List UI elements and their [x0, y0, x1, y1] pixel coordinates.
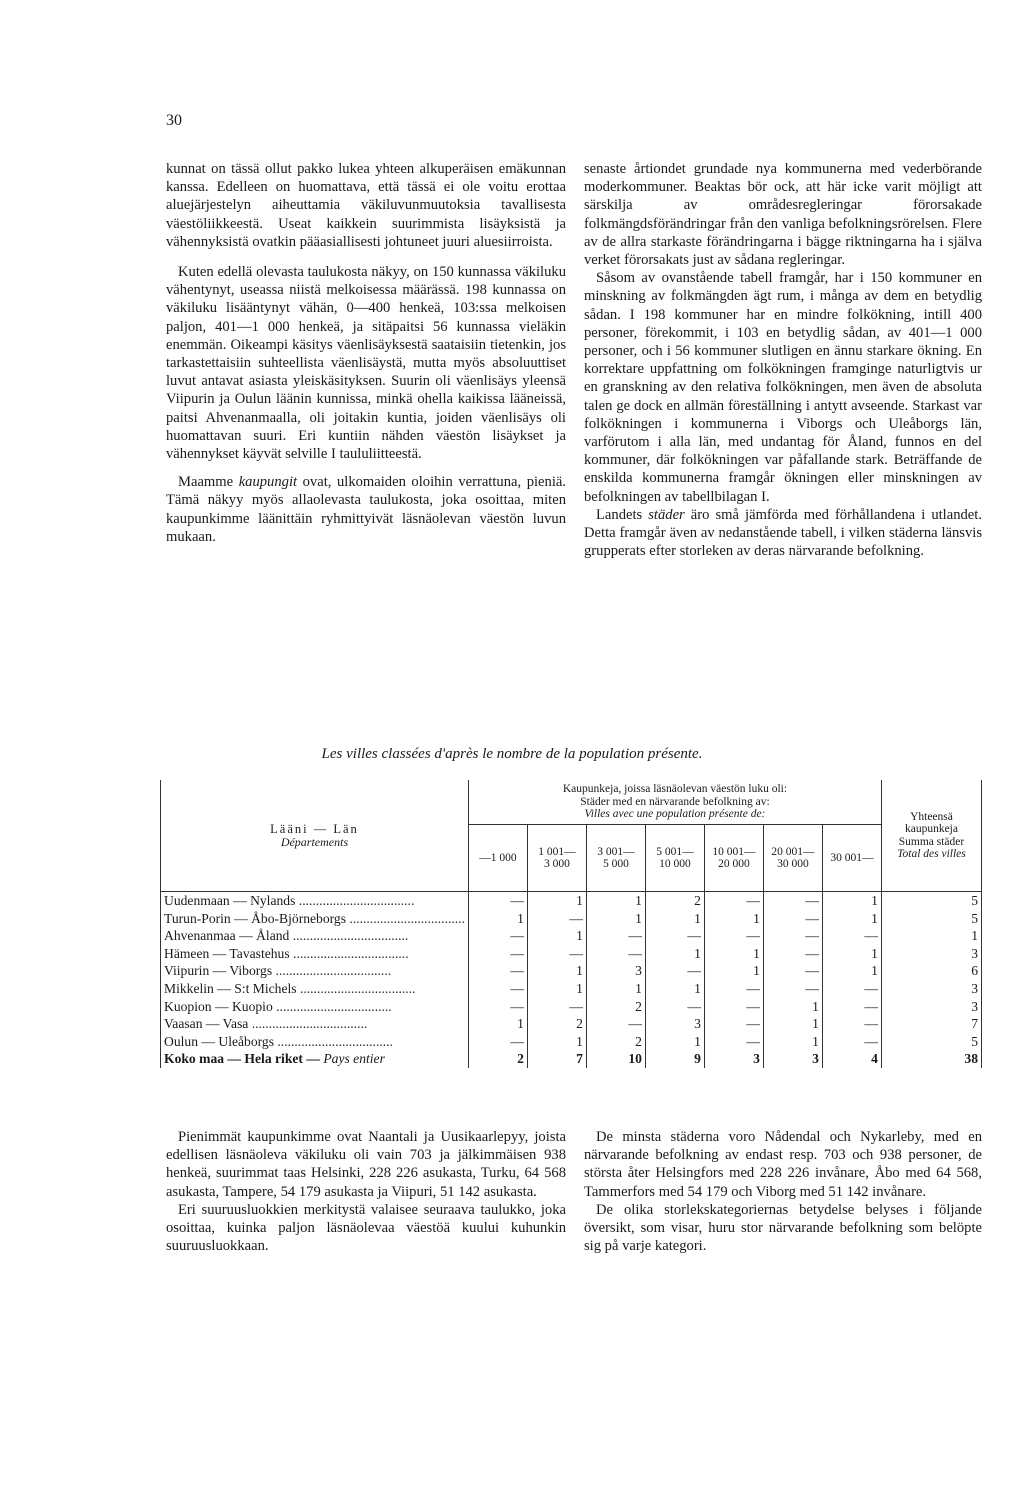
table-cell: 5	[881, 910, 981, 928]
table-cell: 9	[645, 1050, 704, 1068]
table-cell: 1	[645, 980, 704, 998]
table-cell: —	[468, 962, 527, 980]
column-header: 3 001— 5 000	[586, 825, 645, 892]
table-cell: 1	[586, 892, 645, 910]
table-cell: 1	[527, 927, 586, 945]
total-row	[161, 1050, 982, 1068]
table-row	[161, 910, 982, 928]
table-cell: —	[822, 998, 881, 1016]
table-cell: —	[704, 980, 763, 998]
table-cell: —	[527, 945, 586, 963]
table-cell: 1	[527, 1033, 586, 1051]
column-header: 10 001— 20 000	[704, 825, 763, 892]
table-cell: 2	[586, 998, 645, 1016]
table-cell: —	[586, 1015, 645, 1033]
paragraph: Kuten edellä olevasta taulukosta näkyy, on 150 kunnassa väkiluku vähentynyt, useassa niistä melkoisessa määrässä. 198 kunnassa on väkiluku lisääntynyt vähän, 0—400 henkeä, 103:ssa melkoisen paljon, 401—1 000 henkeä, ja sitäpaitsi 56 kunnassa vieläkin enemmän. Oikeampi käsitys väenlisäyksestä saataisiin tietenkin, jos tarkastettaisiin suhteellista väenlisäystä, mutta myös absoluuttiset luvut antavat asiasta yleiskäsityksen. Suurin oli väenlisäys yleensä Viipurin ja Oulun läänin kunnissa, minkä ohella kaikissa lääneissä, paitsi Ahvenanmaalla, oli joitakin kuntia, joiden väenlisäys oli huomattavan suuri. Eri kuntiin nähden väestön lisäykset ja vähennykset käyvät selville I taululiitteestä.	[166, 264, 566, 463]
table-cell: 10	[586, 1050, 645, 1068]
table-cell: 3	[881, 945, 981, 963]
table-cell: —	[468, 980, 527, 998]
row-name: Vaasan — Vasa ..................................	[161, 1015, 469, 1033]
table-cell: 5	[881, 892, 981, 910]
table-cell: —	[527, 998, 586, 1016]
table-row	[161, 927, 982, 945]
table-row	[161, 998, 982, 1016]
table-cell: 3	[881, 980, 981, 998]
table-cell: 1	[527, 892, 586, 910]
table-cell: 2	[645, 892, 704, 910]
row-name: Turun-Porin — Åbo-Björneborgs ..................................	[161, 910, 469, 928]
row-name: Koko maa — Hela riket — Pays entier	[161, 1050, 469, 1068]
table-cell: —	[763, 980, 822, 998]
table-cell: —	[822, 980, 881, 998]
row-name: Mikkelin — S:t Michels ..................................	[161, 980, 469, 998]
table-row	[161, 1033, 982, 1051]
table-cell: 7	[881, 1015, 981, 1033]
table-cell: —	[468, 1033, 527, 1051]
table-cell: —	[704, 1033, 763, 1051]
table-cell: 5	[881, 1033, 981, 1051]
column-header: —1 000	[468, 825, 527, 892]
table-cell: 1	[704, 910, 763, 928]
table-cell: 1	[763, 1033, 822, 1051]
table-cell: 1	[468, 910, 527, 928]
paragraph: Såsom av ovanstående tabell framgår, har i 150 kommuner en minskning av folkmängden ägt rum, i många av dem en betydlig sådan. I 198 kommuner har en mindre folkökning, intill 400 personer, förekommit, i 103 en betydlig sådan, av 401—1 000 personer, och i 56 kommuner slutligen en ännu starkare ökning. En korrektare uppfattning om folkökningen framginge naturligtvis ur en granskning av den relativa folkökningen, men även de absoluta talen ge dock en allmän föreställning i antytt avseende. Starkast var folkökningen i kommunerna i Viborgs och Uleåborgs län, varförutom i alla län, med undantag för Åland, funnos en del kommuner, där folkökningen var påfallande stark. Beträffande de enskilda kommunerna framgår ökningen eller minskningen av befolkningen av tabellbilagan I.	[584, 270, 982, 505]
table-cell: —	[763, 927, 822, 945]
table-cell: —	[763, 910, 822, 928]
table-cell: 3	[881, 998, 981, 1016]
table-cell: 7	[527, 1050, 586, 1068]
row-name: Hämeen — Tavastehus ..................................	[161, 945, 469, 963]
table-cell: 1	[704, 945, 763, 963]
column-header: 5 001— 10 000	[645, 825, 704, 892]
table-cell: —	[704, 927, 763, 945]
column-header: 20 001— 30 000	[763, 825, 822, 892]
table-cell: 1	[822, 945, 881, 963]
cities-table	[160, 780, 982, 1068]
table-cell: 1	[704, 962, 763, 980]
table-cell: 1	[645, 1033, 704, 1051]
table-row	[161, 962, 982, 980]
table-cell: 1	[527, 980, 586, 998]
table-row	[161, 945, 982, 963]
table-cell: —	[468, 945, 527, 963]
page-number: 30	[166, 112, 182, 129]
table-cell: 1	[645, 910, 704, 928]
table-cell: 4	[822, 1050, 881, 1068]
table-cell: 6	[881, 962, 981, 980]
table-cell: —	[586, 945, 645, 963]
table-cell: 3	[645, 1015, 704, 1033]
table-cell: 1	[822, 892, 881, 910]
paragraph: Pienimmät kaupunkimme ovat Naantali ja Uusikaarlepyy, joista edellisen läsnäoleva väkiluku oli vain 703 ja jälkimmäisen 938 henkeä, suurimmat taas Helsinki, 228 226 asukasta, Turku, 64 568 asukasta, Tampere, 54 179 asukasta ja Viipuri, 51 142 asukasta.	[166, 1129, 566, 1200]
row-name: Uudenmaan — Nylands ..................................	[161, 892, 469, 910]
table-cell: 3	[704, 1050, 763, 1068]
paragraph: De olika storlekskategoriernas betydelse belyses i följande översikt, som visar, huru stor närvarande befolkning som belöpte sig på varje kategori.	[584, 1201, 982, 1255]
paragraph: kunnat on tässä ollut pakko lukea yhteen alkuperäisen emäkunnan kanssa. Edelleen on huomattava, että tässä ei ole voitu erottaa aluejärjestelyn aiheuttamia väkiluvunmuutoksia tavallisesta väestöliikkeestä. Useat kaikkein suurimmista lisäyksistä ja vähennyksistä ovatkin pääasiallisesti johtuneet juuri aluesiirroista.	[166, 161, 566, 250]
table-cell: 2	[527, 1015, 586, 1033]
table-cell: —	[645, 927, 704, 945]
table-cell: 1	[822, 910, 881, 928]
table-cell: 1	[645, 945, 704, 963]
row-name: Kuopion — Kuopio ..................................	[161, 998, 469, 1016]
table-cell: 2	[586, 1033, 645, 1051]
column-header: 1 001— 3 000	[527, 825, 586, 892]
table-cell: 3	[586, 962, 645, 980]
table-cell: —	[468, 892, 527, 910]
table-cell: 2	[468, 1050, 527, 1068]
table-cell: —	[763, 962, 822, 980]
table-cell: 1	[586, 980, 645, 998]
table-cell: 1	[527, 962, 586, 980]
paragraph: Maamme kaupungit ovat, ulkomaiden oloihin verrattuna, pieniä. Tämä näkyy myös allaolevasta taulukosta, joka osoittaa, miten kaupunkimme läänittäin ryhmittyivät läsnäolevan väestön luvun mukaan.	[166, 474, 567, 545]
table-cell: 1	[763, 998, 822, 1016]
table-cell: —	[645, 962, 704, 980]
table-cell: 1	[586, 910, 645, 928]
row-name: Ahvenanmaa — Åland ..................................	[161, 927, 469, 945]
total-header: Yhteensä kaupunkeja Summa städer Total des villes	[881, 780, 981, 892]
paragraph: Landets städer äro små jämförda med förhållandena i utlandet. Detta framgår även av nedanstående tabell, i vilken städerna länsvis grupperats efter storleken av deras närvarande befolkning.	[584, 506, 982, 560]
table-cell: —	[586, 927, 645, 945]
table-cell: —	[468, 998, 527, 1016]
table-cell: —	[763, 892, 822, 910]
table-cell: —	[822, 1033, 881, 1051]
finnish-text-top	[166, 160, 566, 556]
row-name: Oulun — Uleåborgs ..................................	[161, 1033, 469, 1051]
paragraph: senaste årtiondet grundade nya kommunerna med vederbörande moderkommuner. Beaktas bör ock, att här icke varit möjligt att särskilja av områdesregleringar förorsakade folkmängdsförändringar från den vanliga befolkningsrörelsen. Flere av de allra starkaste förändringarna i bägge riktningarna ha i själva verket förorsakats just av sådana regleringar.	[584, 161, 982, 269]
table-cell: 1	[763, 1015, 822, 1033]
table-cell: 38	[881, 1050, 981, 1068]
swedish-text-bottom	[584, 1128, 982, 1265]
table-cell: —	[822, 927, 881, 945]
table-row	[161, 892, 982, 910]
table-cell: —	[704, 892, 763, 910]
table-cell: 1	[881, 927, 981, 945]
finnish-text-bottom	[166, 1128, 566, 1265]
table-cell: 1	[822, 962, 881, 980]
paragraph: De minsta städerna voro Nådendal och Nykarleby, med en närvarande befolkning av endast resp. 703 och 938 personer, de största åter Helsingfors med 228 226 invånare, Åbo med 64 568, Tammerfors med 54 179 och Viborg med 51 142 invånare.	[584, 1129, 982, 1200]
table-cell: —	[645, 998, 704, 1016]
table-caption: Les villes classées d'après le nombre de la population présente.	[321, 746, 703, 762]
table-cell: —	[468, 927, 527, 945]
group-header: Kaupunkeja, joissa läsnäolevan väestön luku oli: Städer med en närvarande befolkning av: Villes avec une population présente de:	[468, 780, 881, 825]
table-row	[161, 1015, 982, 1033]
row-name: Viipurin — Viborgs ..................................	[161, 962, 469, 980]
table-cell: —	[704, 998, 763, 1016]
table-cell: 3	[763, 1050, 822, 1068]
table-cell: 1	[468, 1015, 527, 1033]
column-header: 30 001—	[822, 825, 881, 892]
table-cell: —	[763, 945, 822, 963]
table-row	[161, 980, 982, 998]
swedish-text-top	[584, 160, 982, 570]
table-cell: —	[704, 1015, 763, 1033]
paragraph: Eri suuruusluokkien merkitystä valaisee seuraava taulukko, joka osoittaa, kuinka paljon läsnäolevaa väestöä kuului kuhunkin suuruusluokkaan.	[166, 1201, 566, 1255]
table-cell: —	[527, 910, 586, 928]
rowhead: Lääni — Län Départements	[161, 780, 469, 892]
table-cell: —	[822, 1015, 881, 1033]
